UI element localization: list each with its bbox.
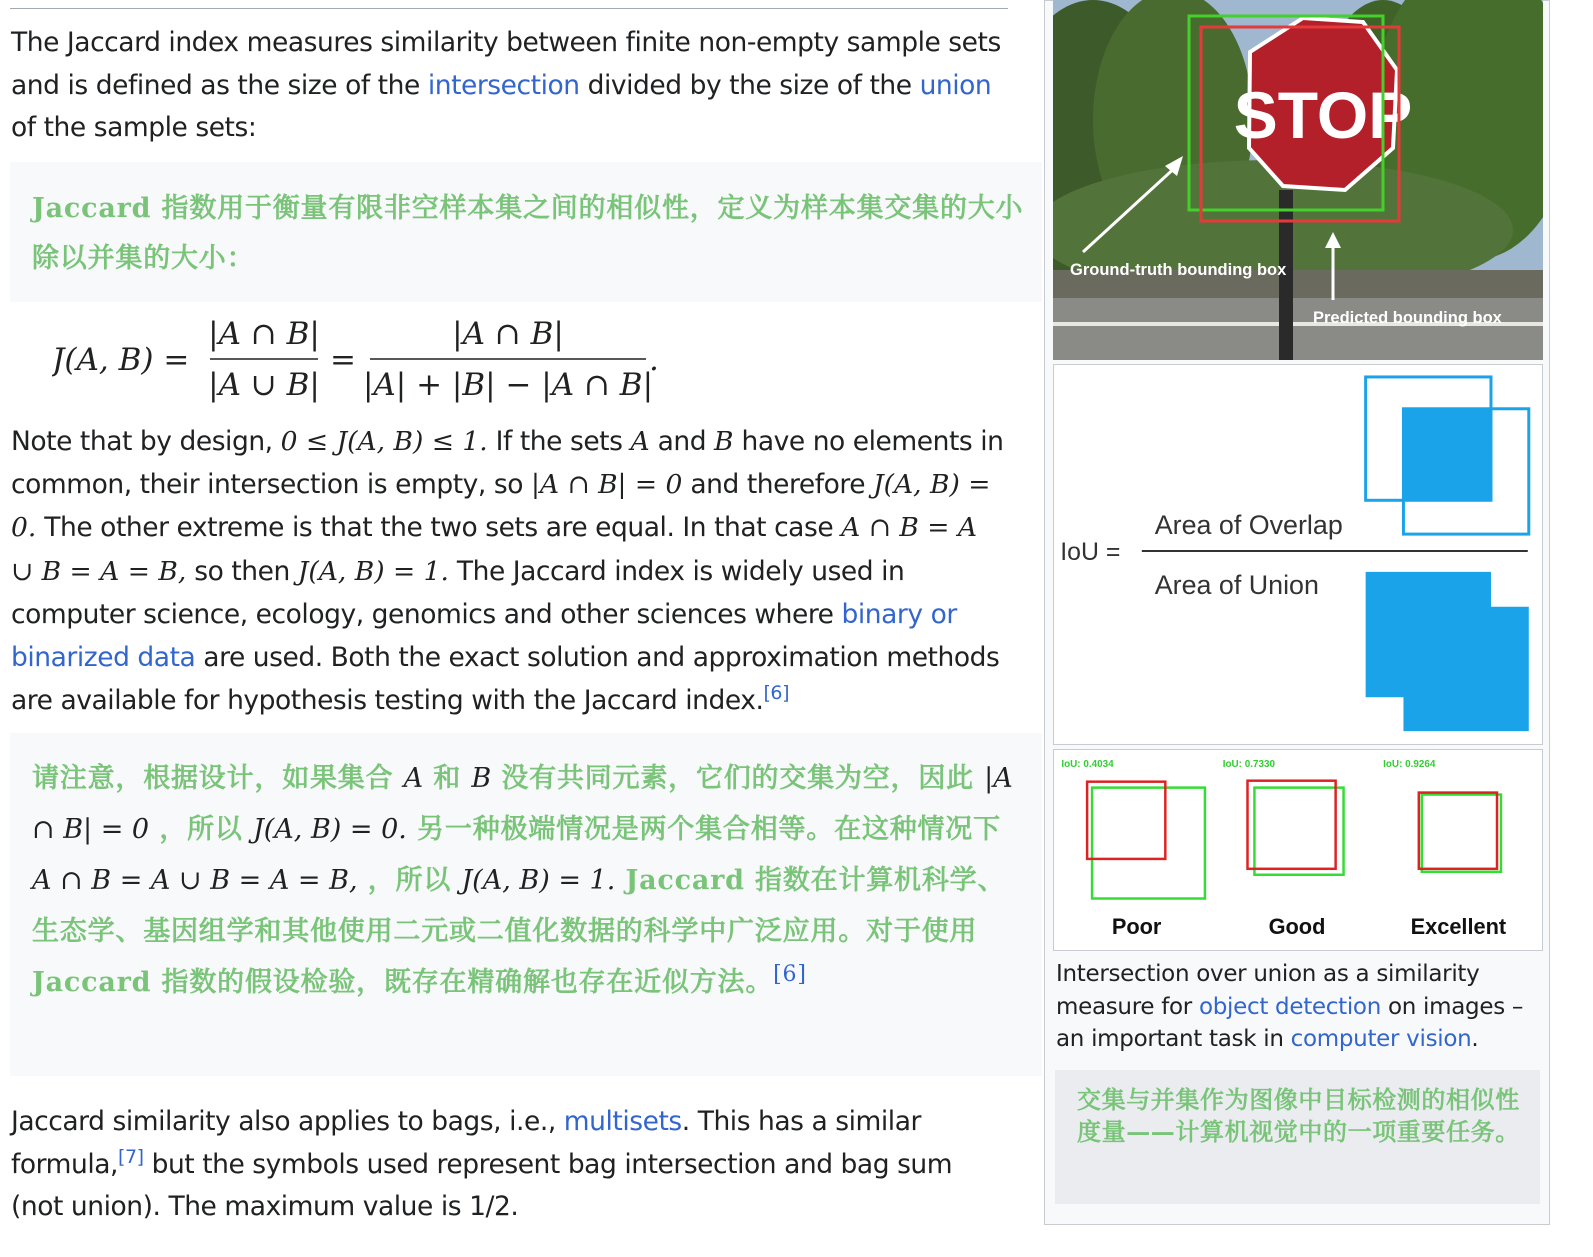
p3-text-2: . This has a similar formula, xyxy=(11,1106,921,1180)
tr2-text-e: 另一种极端情况是两个集合相等。在这种情况下 xyxy=(406,814,1001,845)
poor-iou-value: IoU: 0.4034 xyxy=(1061,758,1114,770)
intro-paragraph xyxy=(11,22,1011,150)
reference-6[interactable]: [6] xyxy=(763,682,790,705)
good-gt-box xyxy=(1254,788,1343,875)
iou-denominator: Area of Union xyxy=(1154,569,1319,600)
p2-text-2: If the sets xyxy=(487,426,631,457)
tr2-math-b: B xyxy=(471,763,492,794)
caption-translation-text: 交集与并集作为图像中目标检测的相似性度量——计算机视觉中的一项重要任务。 xyxy=(1077,1085,1520,1146)
tr2-text-d: ，所以 xyxy=(149,814,253,845)
good-iou-value: IoU: 0.7330 xyxy=(1222,758,1275,770)
p2-text-8: The Jaccard index is widely used in computer science, ecology, genomics and other sciences where xyxy=(11,555,905,630)
tr2-math-3: A ∩ B = A ∪ B = A = B, xyxy=(32,865,358,896)
p2-text-6: The other extreme is that the two sets are equal. In that case xyxy=(36,512,842,544)
tr2-text-g: Jaccard 指数在计算机科学、生态学、基因组学和其他使用二元或二值化数据的科学中广泛应用。对于使用 Jaccard 指数的假设检验，既存在精确解也存在近似方法。 xyxy=(32,865,1006,998)
multisets-link[interactable]: multisets xyxy=(563,1106,682,1137)
p2-math-a: A xyxy=(630,426,650,457)
jaccard-formula xyxy=(52,312,692,412)
intersection-link[interactable]: intersection xyxy=(427,69,580,101)
ground-truth-label: Ground-truth bounding box xyxy=(1070,261,1287,279)
example-good xyxy=(1223,759,1344,939)
example-excellent xyxy=(1383,759,1506,939)
predicted-label: Predicted bounding box xyxy=(1313,309,1502,327)
p2-text-4: have no elements in common, their intersection is empty, so xyxy=(11,426,1004,501)
properties-paragraph xyxy=(11,420,1006,722)
poor-pred-box xyxy=(1087,782,1165,859)
union-area xyxy=(1366,572,1529,731)
good-pred-box xyxy=(1248,781,1336,869)
binary-data-link[interactable]: binary or binarized data xyxy=(11,598,957,674)
tr2-reference-6[interactable]: [6] xyxy=(773,962,807,987)
tr2-text-a: 请注意，根据设计，如果集合 xyxy=(32,763,404,794)
p2-text-9: are used. Both the exact solution and approximation methods are available for hypothesis testing with the Jaccard index. xyxy=(11,642,1000,717)
good-label: Good xyxy=(1268,914,1326,940)
translation-text-1: Jaccard 指数用于衡量有限非空样本集之间的相似性，定义为样本集交集的大小除以并集的大小： xyxy=(32,193,1024,274)
caption-text-3: . xyxy=(1471,1026,1479,1052)
union-link[interactable]: union xyxy=(919,69,992,101)
p2-text-1: Note that by design, xyxy=(11,426,281,457)
computer-vision-link[interactable]: computer vision xyxy=(1290,1026,1472,1052)
photo-road xyxy=(1053,298,1543,360)
intro-text-3: of the sample sets: xyxy=(11,112,257,143)
formula-eq: = xyxy=(330,342,356,378)
excellent-iou-value: IoU: 0.9264 xyxy=(1383,758,1436,770)
translation-text-2 xyxy=(32,753,1026,1008)
translation-block-2 xyxy=(10,733,1042,1076)
formula-frac2-den: |A| + |B| − |A ∩ B| xyxy=(362,367,654,403)
tr2-math-1: |A ∩ B| = 0 xyxy=(32,763,1013,845)
object-detection-link[interactable]: object detection xyxy=(1198,993,1381,1020)
p2-math-empty: |A ∩ B| = 0 xyxy=(530,469,683,501)
p3-text-1: Jaccard similarity also applies to bags, i.e., xyxy=(11,1106,564,1137)
figure-caption xyxy=(1056,958,1542,1056)
iou-quality-examples xyxy=(1053,749,1543,951)
example-poor xyxy=(1061,759,1205,939)
tr2-text-c: 没有共同元素，它们的交集为空，因此 xyxy=(491,763,985,794)
p2-text-7: so then xyxy=(186,555,298,587)
caption-translation-block xyxy=(1055,1070,1540,1204)
caption-text-1: Intersection over union as a similarity measure for xyxy=(1056,961,1480,1020)
p2-text-3: and xyxy=(649,426,715,457)
tr2-math-a: A xyxy=(403,763,424,794)
caption-text-2: on images – an important task in xyxy=(1056,993,1524,1052)
tr2-text-b: 和 xyxy=(423,763,472,794)
p2-math-b: B xyxy=(714,426,734,457)
p2-math-equal: A ∩ B = A ∪ B = A = B, xyxy=(11,512,978,587)
p2-math-one: J(A, B) = 1. xyxy=(297,555,449,587)
reference-7[interactable]: [7] xyxy=(118,1145,144,1168)
intro-text-2: divided by the size of the xyxy=(579,69,920,101)
p2-math-zero: J(A, B) = 0. xyxy=(11,469,991,544)
excellent-gt-box xyxy=(1422,795,1501,872)
poor-gt-box xyxy=(1092,788,1205,899)
tr2-math-4: J(A, B) = 1. xyxy=(461,865,616,896)
translation-block-1 xyxy=(10,162,1042,302)
top-divider xyxy=(10,8,1008,9)
formula-frac2-num: |A ∩ B| xyxy=(452,316,564,352)
p3-text-3: but the symbols used represent bag intersection and bag sum (not union). The maximum value is 1/2. xyxy=(11,1148,953,1222)
iou-lhs: IoU = xyxy=(1060,537,1121,566)
excellent-label: Excellent xyxy=(1410,914,1507,940)
p2-math-range: 0 ≤ J(A, B) ≤ 1. xyxy=(280,426,488,457)
excellent-pred-box xyxy=(1419,793,1497,869)
p2-text-5: and therefore xyxy=(682,469,874,501)
iou-numerator: Area of Overlap xyxy=(1154,510,1343,541)
tr2-text-f: ，所以 xyxy=(357,865,462,896)
intro-text-1: The Jaccard index measures similarity between finite non-empty sample sets and is defined as the size of the xyxy=(11,27,1001,101)
formula-frac1-den: |A ∪ B| xyxy=(208,367,320,403)
stop-sign-text: STOP xyxy=(1233,78,1413,152)
stop-sign-photo xyxy=(1053,0,1543,360)
iou-diagram xyxy=(1053,364,1543,745)
tr2-math-2: J(A, B) = 0. xyxy=(252,814,407,845)
multisets-paragraph xyxy=(11,1101,1006,1229)
poor-label: Poor xyxy=(1111,914,1162,940)
formula-end: . xyxy=(649,342,659,378)
overlap-area xyxy=(1403,409,1491,501)
formula-frac1-num: |A ∩ B| xyxy=(208,316,320,352)
formula-lhs: J(A, B) = xyxy=(52,342,190,378)
